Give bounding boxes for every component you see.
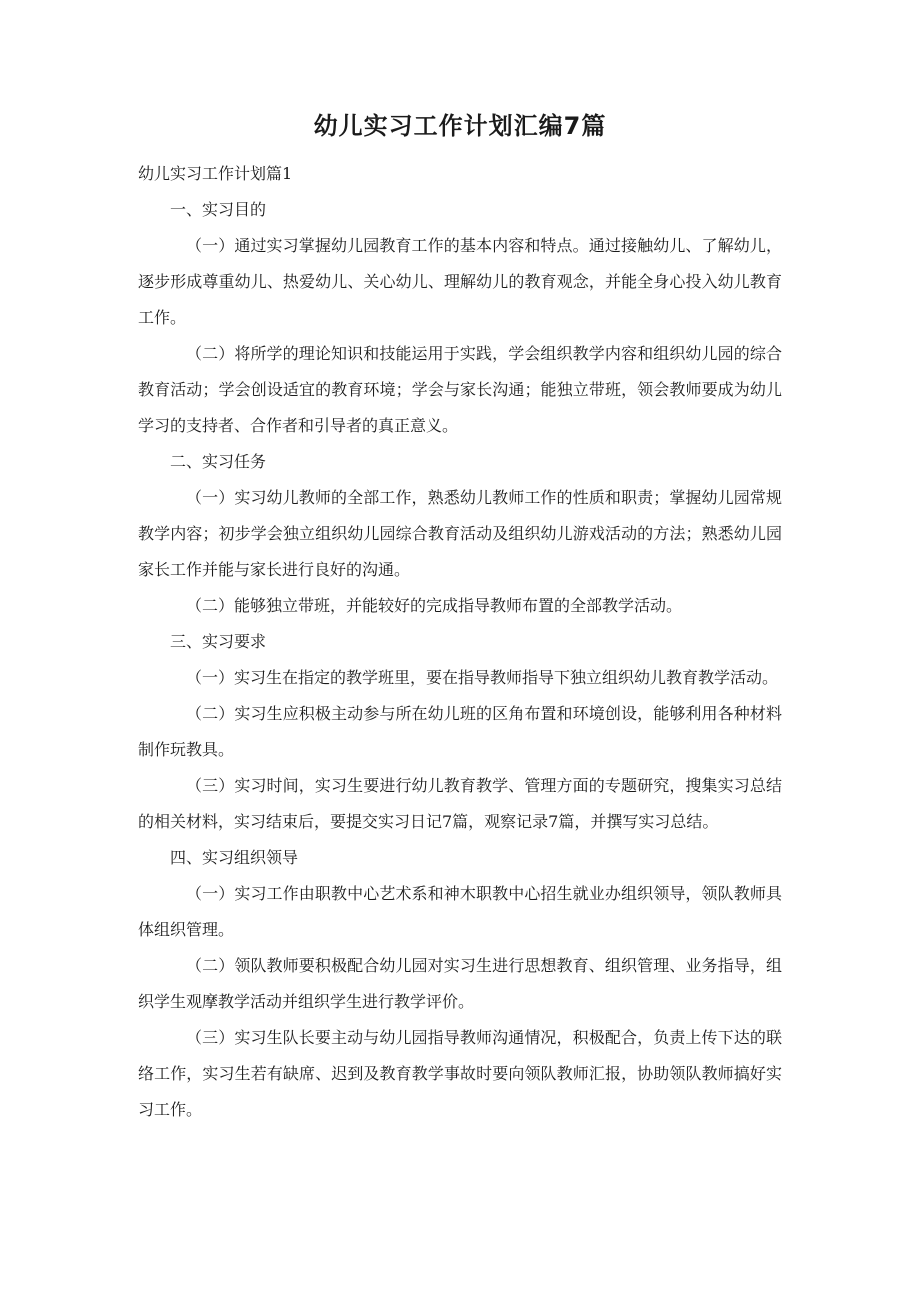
section-heading: 二、实习任务	[170, 452, 267, 471]
body-paragraph: （二）实习生应积极主动参与所在幼儿班的区角布置和环境创设，能够利用各种材料制作玩教具。	[138, 704, 782, 759]
body-paragraph: （一）通过实习掌握幼儿园教育工作的基本内容和特点。通过接触幼儿、了解幼儿，逐步形成尊重幼儿、热爱幼儿、关心幼儿、理解幼儿的教育观念，并能全身心投入幼儿教育工作。	[138, 236, 782, 327]
section-heading: 一、实习目的	[170, 200, 267, 219]
section-heading: 三、实习要求	[170, 632, 267, 651]
document-body	[138, 156, 782, 1128]
body-paragraph: （一）实习生在指定的教学班里，要在指导教师指导下独立组织幼儿教育教学活动。	[186, 668, 779, 687]
body-paragraph: （三）实习时间，实习生要进行幼儿教育教学、管理方面的专题研究，搜集实习总结的相关材料，实习结束后，要提交实习日记7篇，观察记录7篇，并撰写实习总结。	[138, 776, 782, 831]
body-paragraph: （一）实习幼儿教师的全部工作，熟悉幼儿教师工作的性质和职责；掌握幼儿园常规教学内容；初步学会独立组织幼儿园综合教育活动及组织幼儿游戏活动的方法；熟悉幼儿园家长工作并能与家长进行良好的沟通。	[138, 488, 782, 579]
section-subtitle: 幼儿实习工作计划篇1	[138, 164, 293, 183]
body-paragraph: （三）实习生队长要主动与幼儿园指导教师沟通情况，积极配合，负责上传下达的联络工作，实习生若有缺席、迟到及教育教学事故时要向领队教师汇报，协助领队教师搞好实习工作。	[138, 1028, 782, 1119]
body-paragraph: （二）领队教师要积极配合幼儿园对实习生进行思想教育、组织管理、业务指导，组织学生观摩教学活动并组织学生进行教学评价。	[138, 956, 782, 1011]
section-heading: 四、实习组织领导	[170, 848, 299, 867]
document-title: 幼儿实习工作计划汇编7篇	[313, 112, 607, 140]
body-paragraph: （二）能够独立带班，并能较好的完成指导教师布置的全部教学活动。	[186, 596, 683, 615]
body-paragraph: （一）实习工作由职教中心艺术系和神木职教中心招生就业办组织领导，领队教师具体组织管理。	[138, 884, 782, 939]
body-paragraph: （二）将所学的理论知识和技能运用于实践，学会组织教学内容和组织幼儿园的综合教育活动；学会创设适宜的教育环境；学会与家长沟通；能独立带班，领会教师要成为幼儿学习的支持者、合作者和引导者的真正意义。	[138, 344, 782, 435]
